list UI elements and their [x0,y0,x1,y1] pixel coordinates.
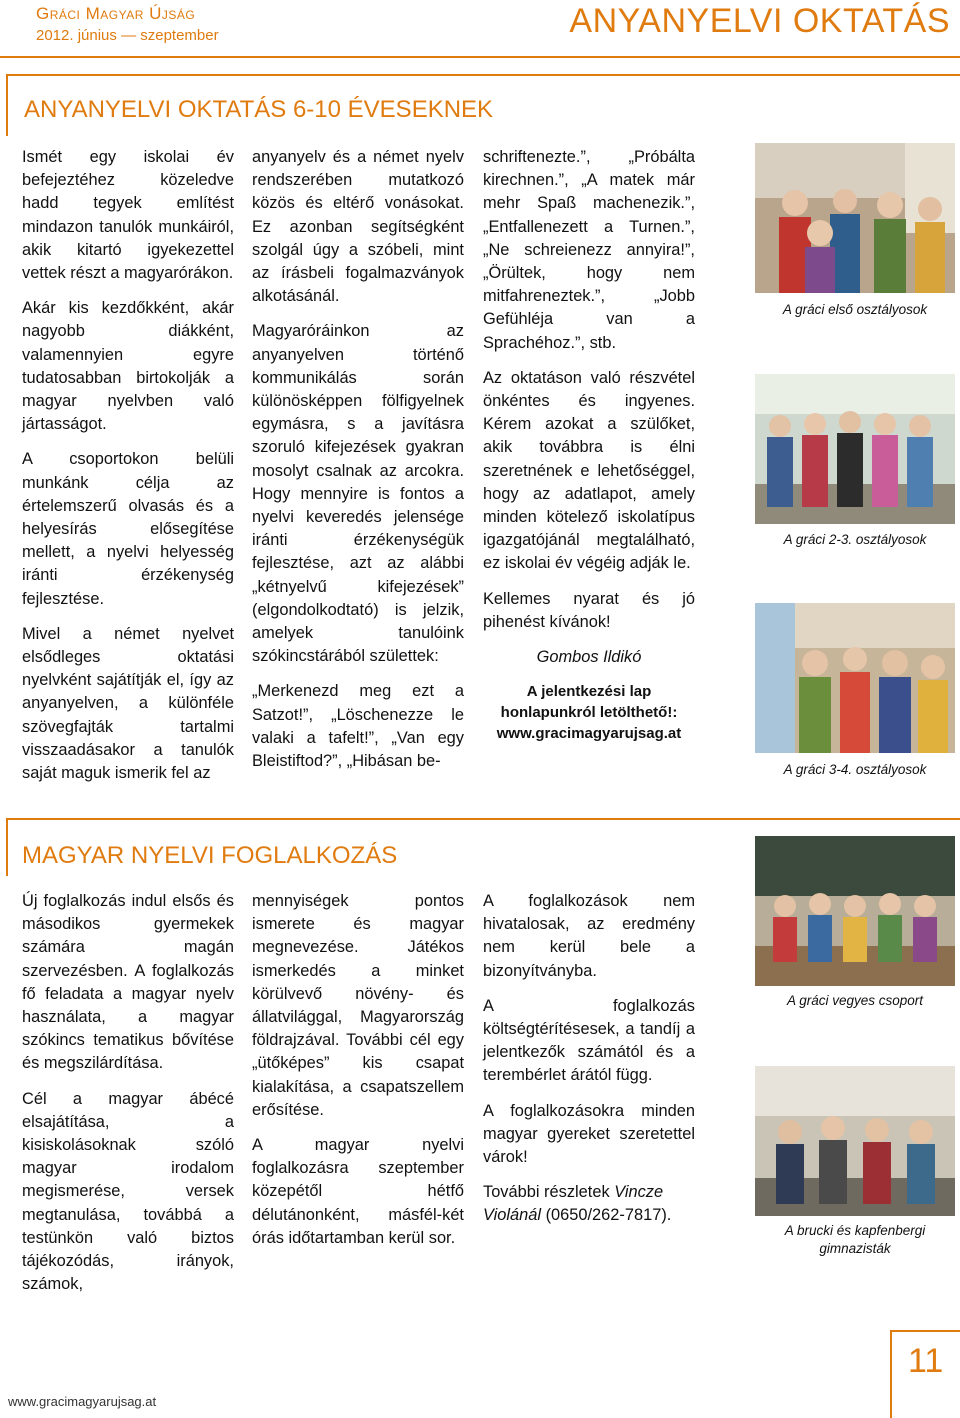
photo-caption: A gráci első osztályosok [782,302,928,317]
photo-placeholder-icon [755,374,955,524]
article1-heading: ANYANYELVI OKTATÁS 6-10 ÉVESEKNEK [24,96,494,123]
contact-phone: (0650/262-7817). [541,1206,672,1225]
paragraph: mennyiségek pontos ismerete és magyar megnevezése. Játékos ismerkedés a minket körülvevő növény- és állatvilággal, Magyarország földrajzával. További cél egy „ütőképes” kis csapat kialakítása, a csapatszellem erősítése. [252,892,464,1119]
paragraph: A foglalkozás költségtérítésesek, a tandíj a jelentkezők számától és a terembérlet árától függ. [483,996,695,1085]
section-title: ANYANYELVI OKTATÁS [569,2,950,40]
article1-column-2 [252,146,464,785]
article2-column-1 [22,890,234,1308]
download-note [483,681,695,744]
paragraph: Az oktatáson való részvétel önkéntes és ingyenes. Kérem azokat a szülőket, akik továbbra is élni szeretnének e lehetőséggel, hogy az adatlapot, amely minden kötelező iskolatípus igazgatójánál megtalálható, ez iskolai év végéig adják le. [483,368,695,573]
issue-date: 2012. június — szeptember [36,27,219,44]
author-signature: Gombos Ildikó [536,648,642,667]
photo-placeholder-icon [755,836,955,986]
article1-column-3 [483,146,695,744]
article2-heading: MAGYAR NYELVI FOGLALKOZÁS [22,842,398,869]
footer-website[interactable]: www.gracimagyarujsag.at [8,1394,157,1409]
download-line-2: honlapunkról letölthető!: [500,704,678,722]
photo-first-graders [755,143,955,293]
photo-placeholder-icon [755,1066,955,1216]
paragraph: Cél a magyar ábécé elsajátítása, a kisiskolásoknak szóló magyar irodalom megismerése, versek megtanulása, továbbá a testünkön való biztos tájékozódás, irányok, számok, [22,1089,234,1294]
article1-heading-box [6,74,960,136]
paragraph: schriftenezte.”, „Próbálta kirechnen.”, „A matek már mehr Spaß machenezik.”, „Entfallenezett a Turnen.”, „Ne schreienezz annyira!”, „Örültek, hogy nem mitfahreneztek.”, „Jobb Gefühléja van a Sprachéhoz.”, stb. [483,148,695,352]
paragraph: A foglalkozások nem hivatalosak, az eredmény nem kerül bele a bizonyítványba. [483,892,695,980]
photo-caption: A gráci 3-4. osztályosok [783,762,927,777]
page-number: 11 [908,1342,944,1380]
photo-second-third-graders [755,374,955,524]
paragraph: anyanyelv és a német nyelv rendszerében mutatkozó közös és eltérő vonásokat. Ez azonban segítségként szolgál úgy a szóbeli, mint az írásbeli fogalmazványok alkotásánál. [252,148,464,306]
paragraph: „Merkenezd meg ezt a Satzot!”, „Löschenezze le valaki a tafelt!”, „Van egy Bleistiftod?”, „Hibásan be- [252,682,464,771]
contact-name: Vincze Violánál [483,1183,664,1225]
article2-column-2 [252,890,464,1262]
download-link[interactable]: www.gracimagyarujsag.at [496,725,682,743]
photo-caption: A gráci 2-3. osztályosok [783,532,927,547]
paragraph: Ismét egy iskolai év befejeztéhez közeledve hadd tegyek említést mindazon tanulók munkáiról, akik kitartó igyekezettel vettek részt a magyarórákon. [22,148,234,283]
contact-prefix: További részletek [483,1183,615,1202]
paragraph: Új foglalkozás indul elsős és másodikos gyermekek számára magán szervezésben. A foglalkozás fő feladata a magyar nyelv használata, a magyar szókincs tematikus bővítése és megszilárdítása. [22,892,234,1073]
paragraph: A csoportokon belüli munkánk célja az értelemszerű olvasás és a helyesírás elősegítése mellett, a nyelvi helyesség iránti érzékenység fejlesztése. [22,450,234,608]
photo-caption: A gráci vegyes csoport [786,993,924,1008]
paragraph: A magyar nyelvi foglalkozásra szeptember közepétől hétfő délutánonként, másfél-két órás időtartamban kerül sor. [252,1136,464,1247]
paragraph: Magyaróráinkon az anyanyelven történő kommunikálás során különösképpen fölfigyelnek egymásra, s a javításra szoruló kifejezések gyakran mosolyt csalnak az arcokra. Hogy mennyire is fontos a nyelvi keveredés jelensége iránti érzékenységük fejlesztése, azt az alábbi „kétnyelvű kifejezések” (elgondolkodtató) is jelzik, amelyek tanulóink szókincstárából születtek: [252,322,464,666]
article2-column-3 [483,890,695,1240]
photo-placeholder-icon [755,603,955,753]
paragraph: Kellemes nyarat és jó pihenést kívánok! [483,589,695,631]
paragraph: A foglalkozásokra minden magyar gyereket szeretettel várok! [483,1101,695,1167]
header-rule [0,56,960,58]
paragraph: Mivel a német nyelvet elsődleges oktatási nyelvként sajátítják el, így az anyanyelven, a különféle szövegfajták tartalmi visszaadásakor a tanulók saját maguk ismerik fel az [22,624,234,783]
photo-placeholder-icon [755,143,955,293]
publication-title: Gráci Magyar Újság [36,4,196,23]
photo-third-fourth-graders [755,603,955,753]
photo-bruck-kapfenberg [755,1066,955,1216]
article1-column-1 [22,146,234,797]
page-number-box [890,1330,960,1418]
download-line-1: A jelentkezési lap [526,683,652,701]
photo-caption: A brucki és kapfenbergi gimnazisták [784,1223,926,1256]
contact-paragraph [483,1181,695,1227]
paragraph: Akár kis kezdőkként, akár nagyobb diákként, valamennyien egyre tudatosabban birtokolják a magyar nyelvben való jártasságot. [22,299,234,434]
photo-mixed-group [755,836,955,986]
